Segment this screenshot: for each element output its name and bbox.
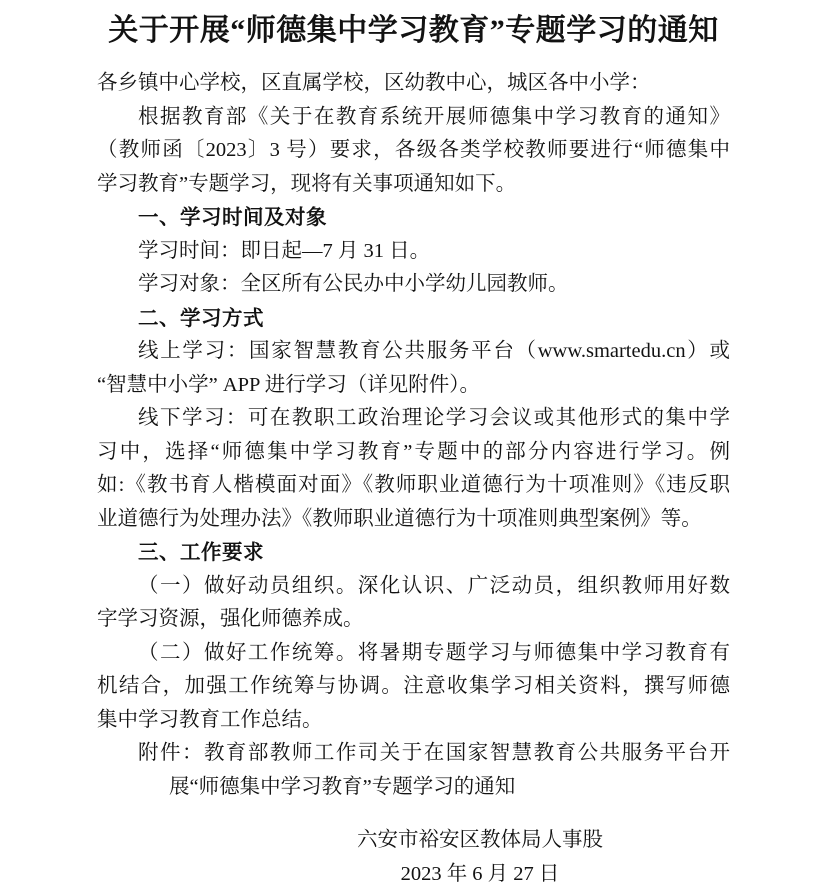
paragraph-line: 学习时间：即日起—7 月 31 日。	[138, 239, 431, 262]
paragraph-line: （教师函〔2023〕3 号）要求，各级各类学校教师要进行“师德集中	[97, 139, 730, 161]
paragraph-line: 业道德行为处理办法》《教师职业道德行为十项准则典型案例》等。	[97, 507, 702, 530]
paragraph-line: 字学习资源，强化师德养成。	[97, 608, 364, 630]
paragraph-line: 学习对象：全区所有公民办中小学幼儿园教师。	[138, 273, 569, 295]
paragraph-line: （一）做好动员组织。深化认识、广泛动员，组织教师用好数	[138, 574, 730, 597]
signature-issuer: 六安市裕安区教体局人事股	[357, 829, 603, 851]
heading-line: 三、工作要求	[138, 541, 264, 564]
paragraph-line: 如:《教书育人楷模面对面》《教师职业道德行为十项准则》《违反职	[97, 474, 730, 496]
section-heading	[97, 201, 730, 235]
document-body	[97, 67, 730, 804]
paragraph	[97, 235, 730, 269]
paragraph-line: 根据教育部《关于在教育系统开展师德集中学习教育的通知》	[138, 105, 730, 128]
paragraph-line: “智慧中小学” APP 进行学习（详见附件）。	[97, 373, 481, 396]
paragraph	[97, 101, 730, 202]
paragraph-line: 习中，选择“师德集中学习教育”专题中的部分内容进行学习。例	[97, 440, 730, 463]
document-title: 关于开展“师德集中学习教育”专题学习的通知	[108, 14, 719, 47]
paragraph-line: 线下学习：可在教职工政治理论学习会议或其他形式的集中学	[138, 407, 730, 429]
section-heading	[97, 302, 730, 336]
paragraph-line: 学习教育”专题学习，现将有关事项通知如下。	[97, 172, 517, 195]
signature-block	[300, 824, 660, 888]
paragraph-line: （二）做好工作统筹。将暑期专题学习与师德集中学习教育有	[138, 641, 730, 664]
attachment-line: 展“师德集中学习教育”专题学习的通知	[169, 775, 516, 798]
paragraph	[97, 570, 730, 637]
paragraph	[97, 335, 730, 402]
paragraph	[97, 268, 730, 302]
paragraph-line: 机结合，加强工作统筹与协调。注意收集学习相关资料，撰写师德	[97, 675, 730, 697]
salutation	[97, 67, 730, 101]
paragraph-line: 集中学习教育工作总结。	[97, 708, 323, 731]
heading-line: 二、学习方式	[138, 306, 264, 330]
paragraph	[97, 637, 730, 738]
section-heading	[97, 536, 730, 570]
attachment	[97, 737, 730, 804]
heading-line: 一、学习时间及对象	[138, 206, 327, 229]
attachment-line: 附件：教育部教师工作司关于在国家智慧教育公共服务平台开	[138, 742, 730, 764]
signature-date: 2023 年 6 月 27 日	[400, 862, 560, 885]
salutation-line: 各乡镇中心学校，区直属学校，区幼教中心，城区各中小学：	[97, 72, 651, 94]
paragraph-line: 线上学习：国家智慧教育公共服务平台（www.smartedu.cn）或	[138, 340, 730, 362]
paragraph	[97, 402, 730, 536]
